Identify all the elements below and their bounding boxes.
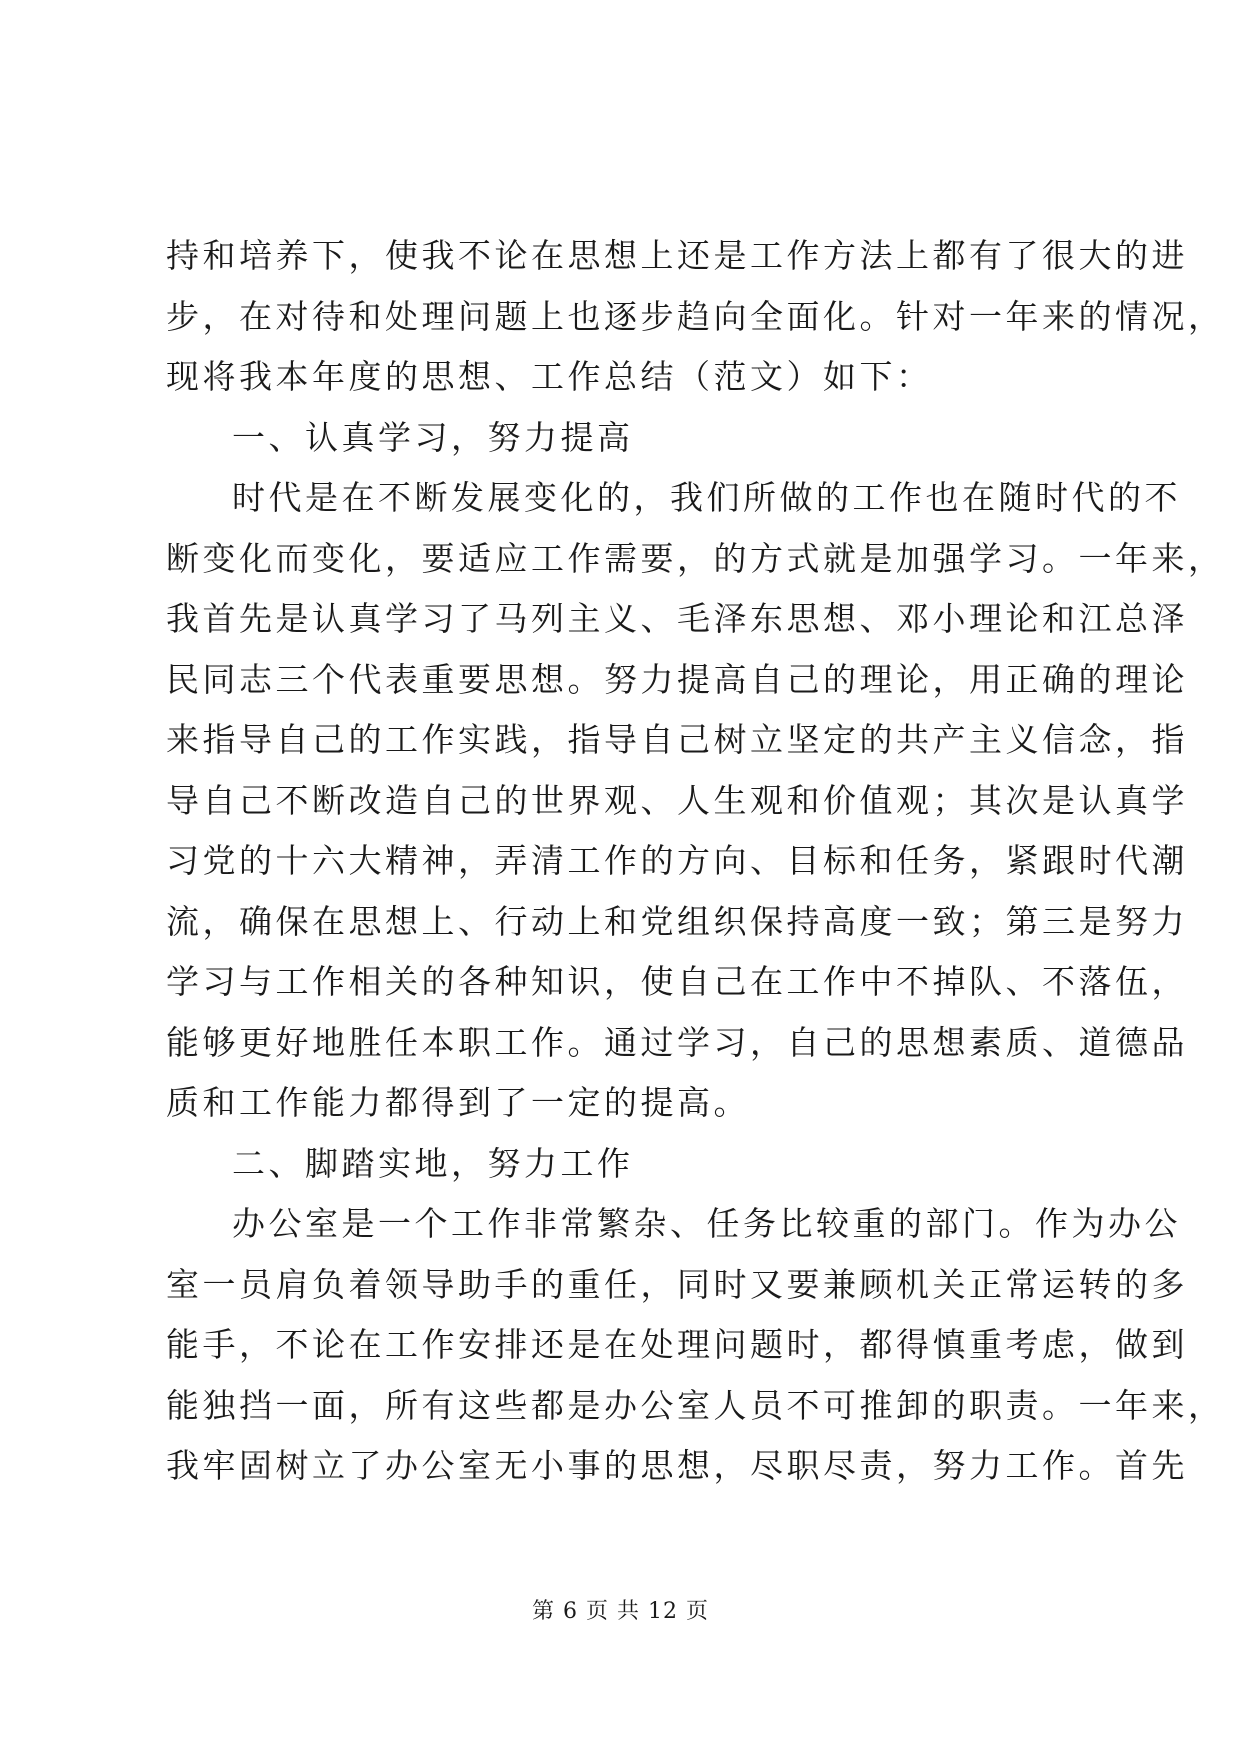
body-line: 室一员肩负着领导助手的重任，同时又要兼顾机关正常运转的多	[166, 1264, 1188, 1304]
body-line: 能够更好地胜任本职工作。通过学习，自己的思想素质、道德品	[166, 1022, 1188, 1062]
section-heading-1: 一、认真学习，努力提高	[232, 417, 634, 457]
section-heading-2: 二、脚踏实地，努力工作	[232, 1143, 634, 1183]
body-line: 断变化而变化，要适应工作需要，的方式就是加强学习。一年来，	[166, 538, 1225, 578]
body-line: 民同志三个代表重要思想。努力提高自己的理论，用正确的理论	[166, 659, 1188, 699]
document-body	[166, 226, 1225, 1497]
body-line: 办公室是一个工作非常繁杂、任务比较重的部门。作为办公	[232, 1204, 1181, 1243]
body-line: 我牢固树立了办公室无小事的思想，尽职尽责，努力工作。首先	[166, 1446, 1188, 1485]
body-line: 习党的十六大精神，弄清工作的方向、目标和任务，紧跟时代潮	[166, 841, 1188, 880]
body-line: 质和工作能力都得到了一定的提高。	[166, 1083, 750, 1122]
body-line: 导自己不断改造自己的世界观、人生观和价值观；其次是认真学	[166, 780, 1188, 820]
body-line: 步，在对待和处理问题上也逐步趋向全面化。针对一年来的情况，	[166, 296, 1225, 336]
body-line: 学习与工作相关的各种知识，使自己在工作中不掉队、不落伍，	[166, 962, 1188, 1001]
body-line: 能独挡一面，所有这些都是办公室人员不可推卸的职责。一年来，	[166, 1385, 1225, 1425]
page-number-footer: 第 6 页 共 12 页	[532, 1599, 709, 1624]
body-line: 流，确保在思想上、行动上和党组织保持高度一致；第三是努力	[166, 901, 1188, 941]
body-line: 时代是在不断发展变化的，我们所做的工作也在随时代的不	[232, 478, 1181, 517]
body-line: 持和培养下，使我不论在思想上还是工作方法上都有了很大的进	[166, 236, 1188, 275]
body-line: 来指导自己的工作实践，指导自己树立坚定的共产主义信念，指	[166, 720, 1188, 759]
body-line: 我首先是认真学习了马列主义、毛泽东思想、邓小理论和江总泽	[166, 599, 1188, 638]
body-line: 能手，不论在工作安排还是在处理问题时，都得慎重考虑，做到	[166, 1325, 1188, 1364]
body-line: 现将我本年度的思想、工作总结（范文）如下：	[166, 357, 933, 396]
